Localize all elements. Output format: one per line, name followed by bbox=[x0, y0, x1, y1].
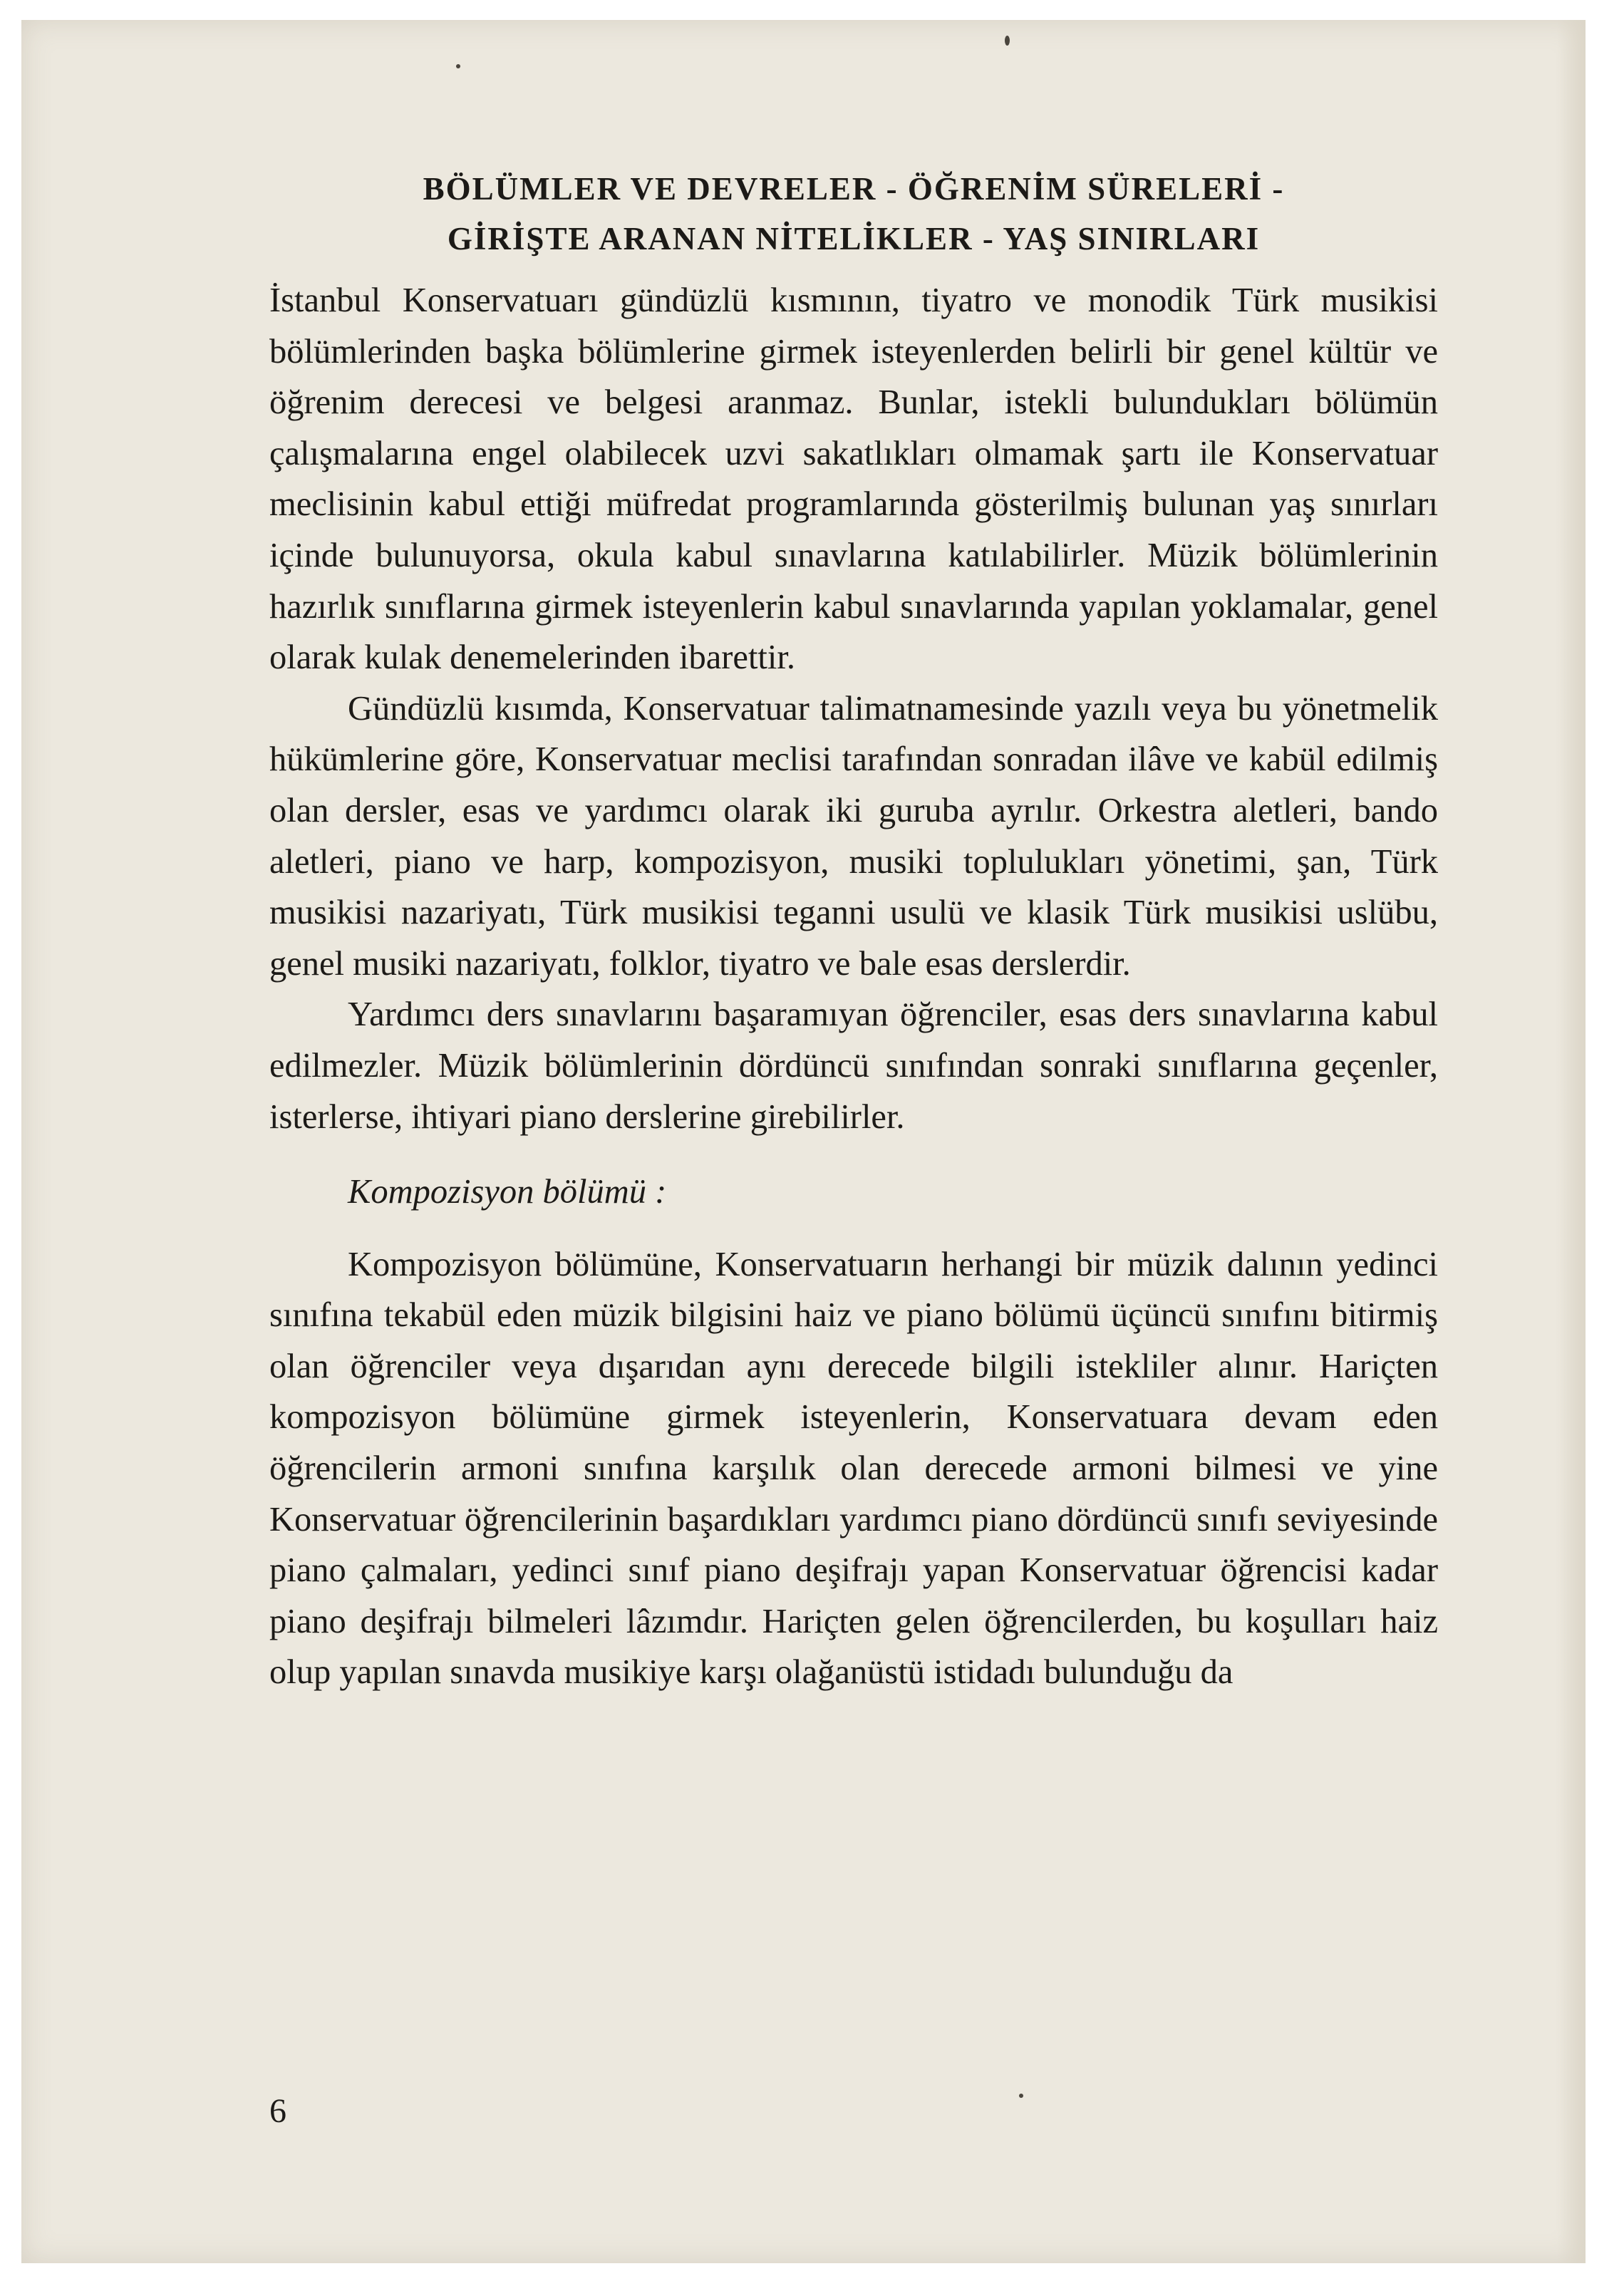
page-number: 6 bbox=[269, 2092, 286, 2130]
ink-speck bbox=[1019, 2094, 1023, 2098]
paragraph: Kompozisyon bölümüne, Konservatuarın herhangi bir müzik dalının yedinci sınıfına tekabül eden müzik bilgisini haiz ve piano bölümü üçüncü sınıfını bitirmiş olan öğrenciler veya dışarıdan aynı derecede bilgili istekliler alınır. Hariçten kompozisyon bölümüne girmek isteyenlerin, Konservatuara devam eden öğrencilerin armoni sınıfına karşılık olan derecede armoni bilmesi ve yine Konservatuar öğrencilerinin başardıkları yardımcı piano dördüncü sınıfı seviyesinde piano çalmaları, yedinci sınıf piano deşifrajı yapan Konservatuar öğrencisi kadar piano deşifrajı bilmeleri lâzımdır. Hariçten gelen öğrencilerden, bu koşulları haiz olup yapılan sınavda musikiye karşı olağanüstü istidadı bulunduğu da bbox=[269, 1245, 1438, 1692]
paragraph: Yardımcı ders sınavlarını başaramıyan öğrenciler, esas ders sınavlarına kabul edilmezler. Müzik bölümlerinin dördüncü sınıfından sonraki sınıflarına geçenler, isterlerse, ihtiyari piano derslerine girebilirler. bbox=[269, 995, 1438, 1136]
paragraph: İstanbul Konservatuarı gündüzlü kısmının, tiyatro ve monodik Türk musikisi bölümlerinden başka bölümlerine girmek isteyenlerden belirli bir genel kültür ve öğrenim derecesi ve belgesi aranmaz. Bunlar, istekli bulundukları bölümün çalışmalarına engel olabilecek uzvi sakatlıkları olmamak şartı ile Konservatuar meclisinin kabul ettiği müfredat programlarında gösterilmiş bulunan yaş sınırları içinde bulunuyorsa, okula kabul sınavlarına katılabilirler. Müzik bölümlerinin hazırlık sınıflarına girmek isteyenlerin kabul sınavlarında yapılan yoklamalar, genel olarak kulak denemelerinden ibarettir. bbox=[269, 281, 1438, 677]
ink-speck bbox=[1005, 36, 1010, 46]
paragraph: Gündüzlü kısımda, Konservatuar talimatnamesinde yazılı veya bu yönetmelik hükümlerine göre, Konservatuar meclisi tarafından sonradan ilâve ve kabül edilmiş olan dersler, esas ve yardımcı olarak iki guruba ayrılır. Orkestra aletleri, bando aletleri, piano ve harp, kompozisyon, musiki toplulukları yönetimi, şan, Türk musikisi nazariyatı, Türk musikisi teganni usulü ve klasik Türk musikisi uslübu, genel musiki nazariyatı, folklor, tiyatro ve bale esas derslerdir. bbox=[269, 689, 1438, 983]
heading-line-2: GİRİŞTE ARANAN NİTELİKLER - YAŞ SINIRLARI bbox=[447, 221, 1261, 257]
ink-speck bbox=[456, 64, 460, 68]
section-heading bbox=[269, 164, 1438, 264]
subheading: Kompozisyon bölümü : bbox=[348, 1173, 667, 1211]
paper-torn-edge bbox=[1557, 20, 1586, 2263]
heading-line-1: BÖLÜMLER VE DEVRELER - ÖĞRENİM SÜRELERİ - bbox=[423, 171, 1285, 207]
document-body bbox=[269, 275, 1438, 1698]
document-page bbox=[269, 164, 1438, 1698]
